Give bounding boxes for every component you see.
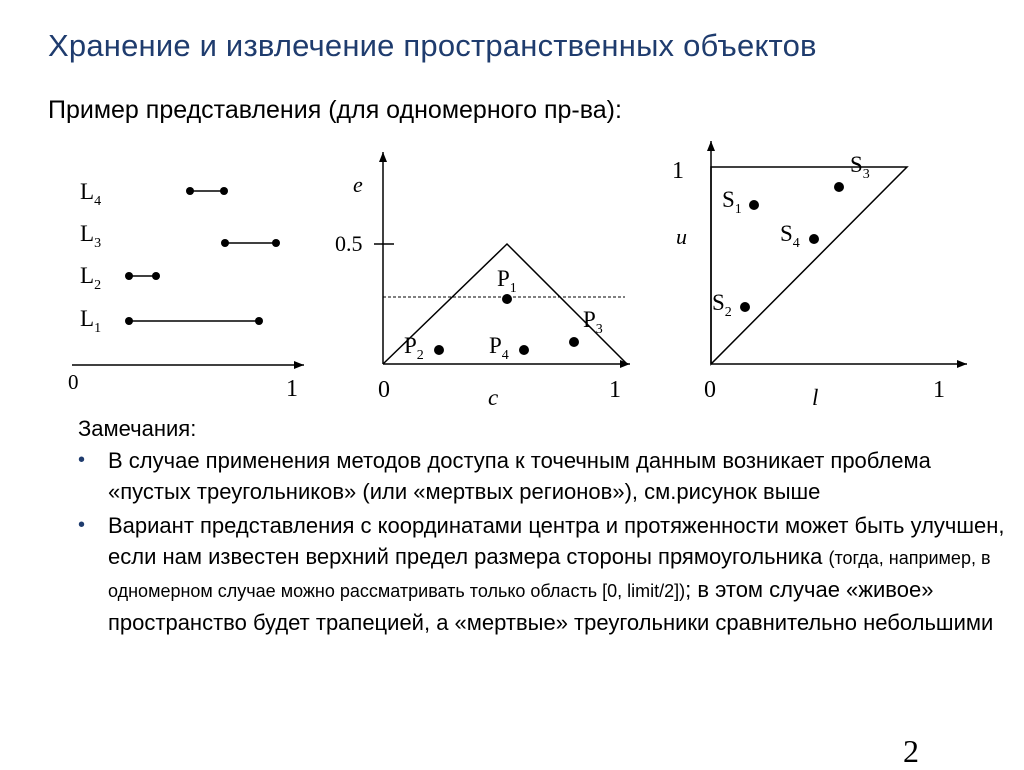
page-number: 2 [903, 733, 919, 769]
segment-l2-start [125, 272, 133, 280]
figure-lower-upper [672, 141, 967, 410]
bullet-2: • [78, 514, 86, 536]
point-s4 [809, 234, 819, 244]
fig2-origin: 0 [378, 377, 390, 403]
slide-subtitle: Пример представления (для одномерного пр-ва): [48, 96, 622, 124]
point-label-s4: $S_4$ [780, 221, 800, 251]
segment-l4-end [220, 187, 228, 195]
notes-item-2-text-a: Вариант представления с координатами центра и протяженности может быть улучшен, если нам известен верхний предел размера стороны прямоугольника [108, 513, 1005, 569]
point-label-p1: $P_1$ [497, 266, 517, 296]
notes-item-1-text: В случае применения методов доступа к точечным данным возникает проблема «пустых треугольников» (или «мертвых регионов»), см.рисунок выше [108, 448, 931, 504]
notes-heading: Замечания: [78, 416, 197, 441]
point-label-p3: $P_3$ [583, 307, 603, 337]
fig3-origin: 0 [704, 377, 716, 403]
figure-segments [68, 179, 304, 402]
segment-l1-start [125, 317, 133, 325]
point-p2 [434, 345, 444, 355]
notes-item-2-text-b: ; в этом случае «живое» пространство будет трапецией, а «мертвые» треугольники сравнительно небольшими [108, 577, 994, 635]
fig3-ylabel: u [676, 224, 687, 249]
point-p4 [519, 345, 529, 355]
segment-label-l3: $L_3$ [80, 221, 102, 251]
fig3-y-arrow [707, 141, 715, 151]
fig1-x-arrow [294, 361, 304, 369]
bullet-1: • [78, 449, 86, 471]
notes-item-1 [78, 445, 1008, 507]
fig2-xmax: 1 [609, 377, 621, 403]
point-label-p2: $P_2$ [404, 333, 424, 363]
point-label-p4: $P_4$ [489, 333, 509, 363]
fig3-x-arrow [957, 360, 967, 368]
fig3-xlabel: l [812, 385, 819, 410]
fig2-ytick: 0.5 [335, 231, 363, 256]
notes-section [78, 413, 1008, 641]
segment-label-l1: $L_1$ [80, 306, 102, 336]
fig3-ymax: 1 [672, 158, 684, 184]
notes-item-2-small: (тогда, например, в одномерном случае можно рассматривать только область [0, limit/2]) [108, 548, 991, 601]
segment-l2-end [152, 272, 160, 280]
fig1-xmax: 1 [286, 376, 298, 402]
point-p3 [569, 337, 579, 347]
notes-list [78, 445, 1008, 638]
fig2-xlabel: c [488, 385, 499, 410]
point-s2 [740, 302, 750, 312]
segment-l3-start [221, 239, 229, 247]
fig1-origin: 0 [68, 370, 79, 394]
fig2-y-arrow [379, 152, 387, 162]
segment-label-l2: $L_2$ [80, 263, 102, 293]
slide-title: Хранение и извлечение пространственных объектов [48, 28, 817, 63]
segment-l4-start [186, 187, 194, 195]
point-s3 [834, 182, 844, 192]
point-label-s2: $S_2$ [712, 290, 732, 320]
figure-center-extent [335, 152, 630, 410]
fig2-ylabel: e [353, 172, 363, 197]
segment-l1-end [255, 317, 263, 325]
fig3-xmax: 1 [933, 377, 945, 403]
point-label-s3: $S_3$ [850, 152, 870, 182]
segment-label-l4: $L_4$ [80, 179, 102, 209]
point-s1 [749, 200, 759, 210]
notes-item-2 [78, 510, 1008, 638]
point-label-s1: $S_1$ [722, 187, 742, 217]
fig3-triangle [711, 167, 907, 364]
fig2-triangle [383, 244, 627, 364]
segment-l3-end [272, 239, 280, 247]
